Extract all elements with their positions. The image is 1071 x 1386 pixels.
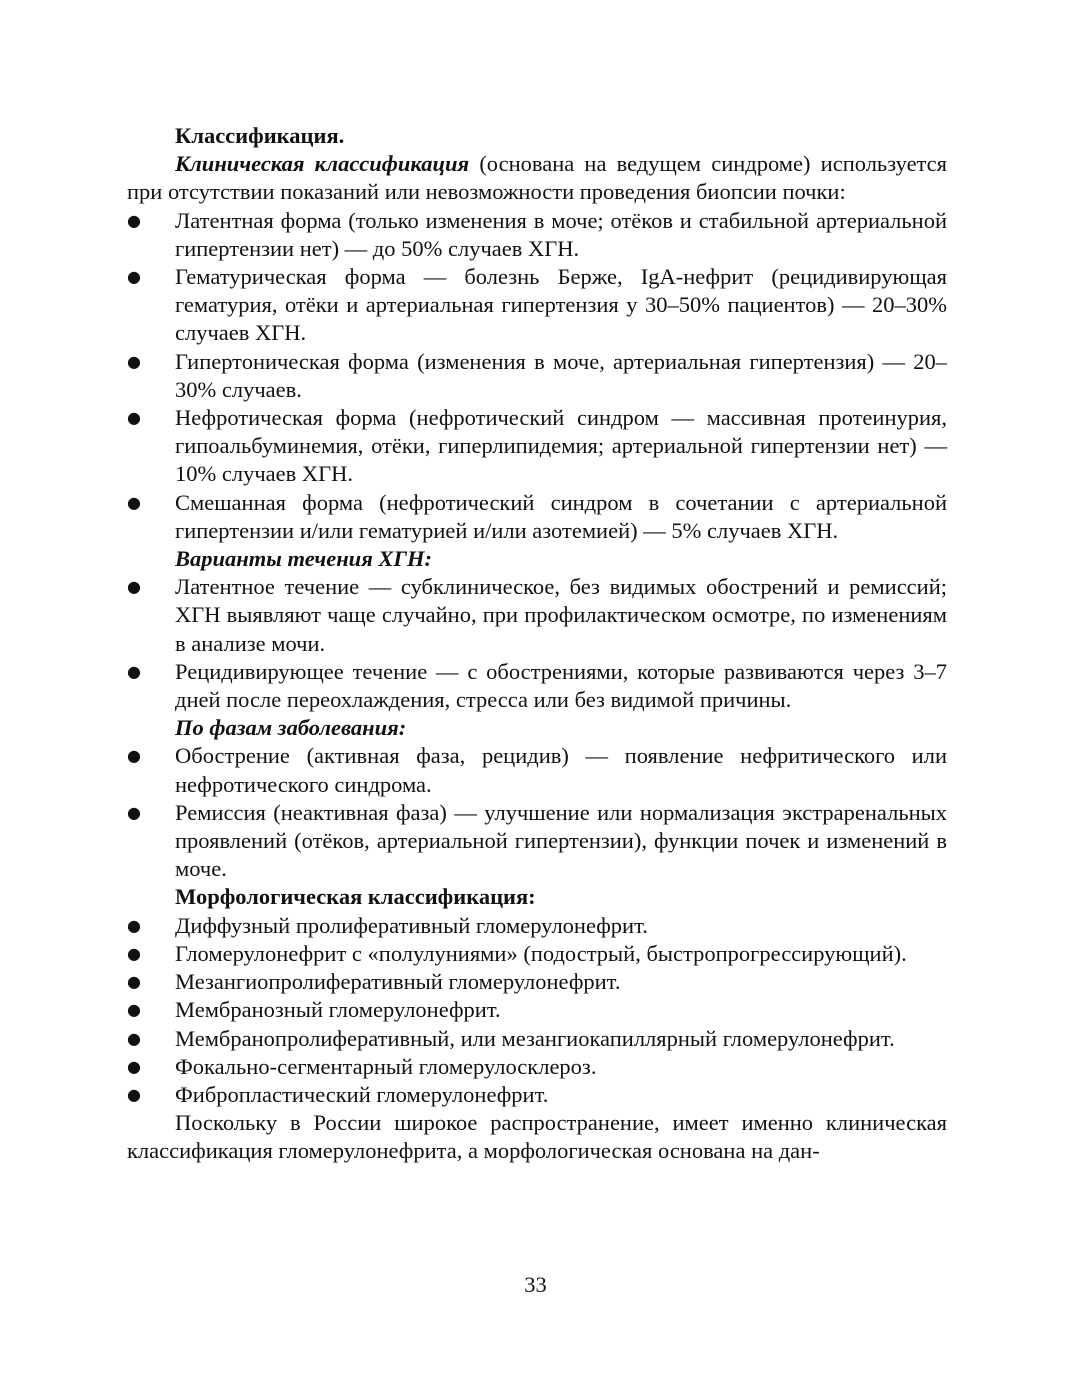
list-item-text: Латентное течение — субклиническое, без видимых обострений и ремиссий; ХГН выявляют чаще случайно, при профилактическом осмотре, по изменениям в анализе мочи. (175, 574, 947, 656)
section-title: Классификация. (175, 123, 345, 148)
list-item-text: Гипертоническая форма (изменения в моче, артериальная гипертензия) — 20–30% случаев. (175, 348, 947, 402)
clinical-intro-paragraph (127, 150, 947, 206)
course-list (127, 573, 947, 714)
list-item (127, 1025, 947, 1053)
list-item (127, 573, 947, 658)
bullet-icon: ● (127, 915, 141, 935)
bullet-icon: ● (127, 492, 141, 512)
course-heading: Варианты течения ХГН: (175, 546, 433, 572)
list-item (127, 1081, 947, 1109)
clinical-forms-list (127, 207, 947, 545)
phases-list (127, 742, 947, 883)
bullet-icon: ● (127, 1056, 141, 1076)
list-item-text: Мезангиопролиферативный гломерулонефрит. (175, 969, 621, 995)
list-item-text: Ремиссия (неактивная фаза) — улучшение или нормализация экстраренальных проявлений (отёков, артериальной гипертензии), функции почек и изменений в моче. (175, 799, 947, 882)
list-item (127, 1053, 947, 1081)
list-item (127, 207, 947, 263)
list-item (127, 968, 947, 996)
list-item-text: Гломерулонефрит с «полулуниями» (подострый, быстропрогрессирующий). (175, 940, 907, 966)
bullet-icon: ● (127, 746, 141, 766)
list-item-text: Мембранозный гломерулонефрит. (175, 997, 501, 1023)
list-item-text: Фокально-сегментарный гломерулосклероз. (175, 1053, 597, 1079)
list-item-text: Рецидивирующее течение — с обострениями, которые развиваются через 3–7 дней после переохлаждения, стресса или без видимой причины. (175, 658, 947, 713)
list-item (127, 489, 947, 545)
list-item (127, 348, 947, 404)
list-item-text: Мембранопролиферативный, или мезангиокапиллярный гломерулонефрит. (175, 1025, 895, 1051)
bullet-icon: ● (127, 577, 141, 597)
bullet-icon: ● (127, 1084, 141, 1104)
bullet-icon: ● (127, 267, 141, 287)
list-item-text: Гематурическая форма — болезнь Берже, IgA-нефрит (рецидивирующая гематурия, отёки и артериальная гипертензия у 30–50% пациентов) — 20–30% случаев ХГН. (175, 264, 947, 346)
page-body (127, 122, 947, 1166)
list-item-text: Латентная форма (только изменения в моче; отёков и стабильной артериальной гипертензии нет) — до 50% случаев ХГН. (175, 207, 947, 261)
bullet-icon: ● (127, 408, 141, 428)
bullet-icon: ● (127, 1028, 141, 1048)
phases-heading: По фазам заболевания: (175, 715, 407, 741)
closing-paragraph: Поскольку в России широкое распространение, имеет именно клиническая классификация гломерулонефрита, а морфологическая основана на дан- (127, 1110, 947, 1164)
bullet-icon: ● (127, 661, 141, 681)
list-item (127, 658, 947, 714)
morph-heading: Морфологическая классификация: (175, 884, 536, 910)
bullet-icon: ● (127, 1000, 141, 1020)
bullet-icon: ● (127, 210, 141, 230)
list-item-text: Фибропластический гломерулонефрит. (175, 1081, 549, 1107)
list-item (127, 940, 947, 968)
list-item (127, 263, 947, 348)
list-item-text: Нефротическая форма (нефротический синдром — массивная протеинурия, гипоальбуминемия, отёки, гиперлипидемия; артериальной гипертензии нет) — 10% случаев ХГН. (175, 405, 947, 487)
list-item (127, 912, 947, 940)
list-item (127, 742, 947, 798)
bullet-icon: ● (127, 351, 141, 371)
bullet-icon: ● (127, 802, 141, 822)
morph-list (127, 912, 947, 1109)
list-item (127, 799, 947, 884)
list-item-text: Смешанная форма (нефротический синдром в сочетании с артериальной гипертензии и/или гематурией и/или азотемией) — 5% случаев ХГН. (175, 489, 947, 543)
clinical-intro-text: (основана на ведущем синдроме) используется при отсутствии показаний или невозможности проведения биопсии почки: (127, 151, 947, 205)
bullet-icon: ● (127, 943, 141, 963)
bullet-icon: ● (127, 972, 141, 992)
list-item-text: Обострение (активная фаза, рецидив) — появление нефритического или нефротического синдрома. (175, 743, 947, 797)
list-item-text: Диффузный пролиферативный гломерулонефрит. (175, 912, 648, 938)
clinical-heading: Клиническая классификация (175, 151, 470, 177)
list-item (127, 404, 947, 489)
page-number: 33 (524, 1272, 547, 1297)
list-item (127, 996, 947, 1024)
